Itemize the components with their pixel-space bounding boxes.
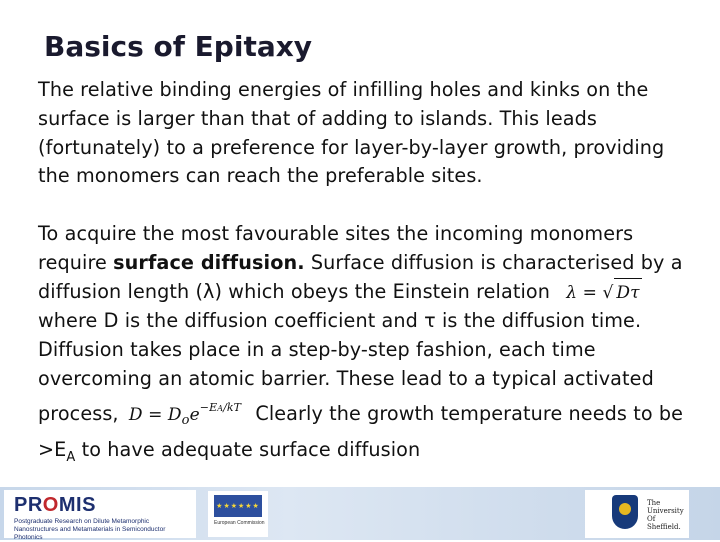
formula2-sub: o — [181, 412, 190, 428]
eu-stars: ★★★★★★ — [216, 503, 260, 510]
formula2-base: e — [189, 404, 200, 425]
university-name: The University Of Sheffield. — [647, 499, 684, 531]
paragraph-surface-diffusion — [38, 220, 688, 472]
diffusion-text-1: To acquire the most favourable sites the incoming monomers require — [38, 221, 634, 274]
university-crest-icon — [612, 495, 638, 529]
eu-logo-box — [208, 491, 268, 537]
ea-subscript: A — [66, 449, 76, 465]
eu-commission-text: European Commission — [214, 520, 265, 526]
promis-logo-box — [4, 490, 196, 541]
diffusion-text-5: to have adequate surface diffusion — [75, 437, 421, 461]
formula1-lhs: λ = — [566, 282, 603, 303]
diffusion-text-4: Clearly the growth temperature needs to be >E — [38, 401, 684, 461]
slide-title: Basics of Epitaxy — [44, 30, 313, 63]
formula1-radicand: Dτ — [614, 278, 641, 308]
promis-tagline: Postgraduate Research on Dilute Metamorphic Nanostructures and Metamaterials in Semiconductor Photonics — [14, 518, 166, 541]
surface-diffusion-bold: surface diffusion. — [113, 250, 305, 274]
university-logo-box — [585, 490, 689, 538]
einstein-relation-formula: λ = √ Dτ — [566, 278, 641, 308]
diffusion-text-2: Surface diffusion is characterised by a diffusion length (λ) which obeys the Einstein relation — [38, 250, 683, 303]
formula2-exponent: −EA/kT — [199, 400, 242, 414]
activated-process-formula — [129, 394, 241, 436]
diffusion-text-3: where D is the diffusion coefficient and τ is the diffusion time. Diffusion takes place in a step-by-step fashion, each time overcoming an atomic barrier. These lead to a typical activated process, — [38, 309, 654, 425]
slide-body — [38, 76, 688, 472]
paragraph-binding-energies: The relative binding energies of infilling holes and kinks on the surface is larger than that of adding to islands. This leads (fortunately) to a preference for layer-by-layer growth, providing the monomers can reach the preferable sites. — [38, 78, 665, 188]
promis-logo: PROMIS — [14, 494, 96, 516]
footer-bar — [0, 487, 720, 540]
formula2-lhs: D = D — [128, 404, 182, 425]
eu-flag-icon — [214, 495, 262, 517]
